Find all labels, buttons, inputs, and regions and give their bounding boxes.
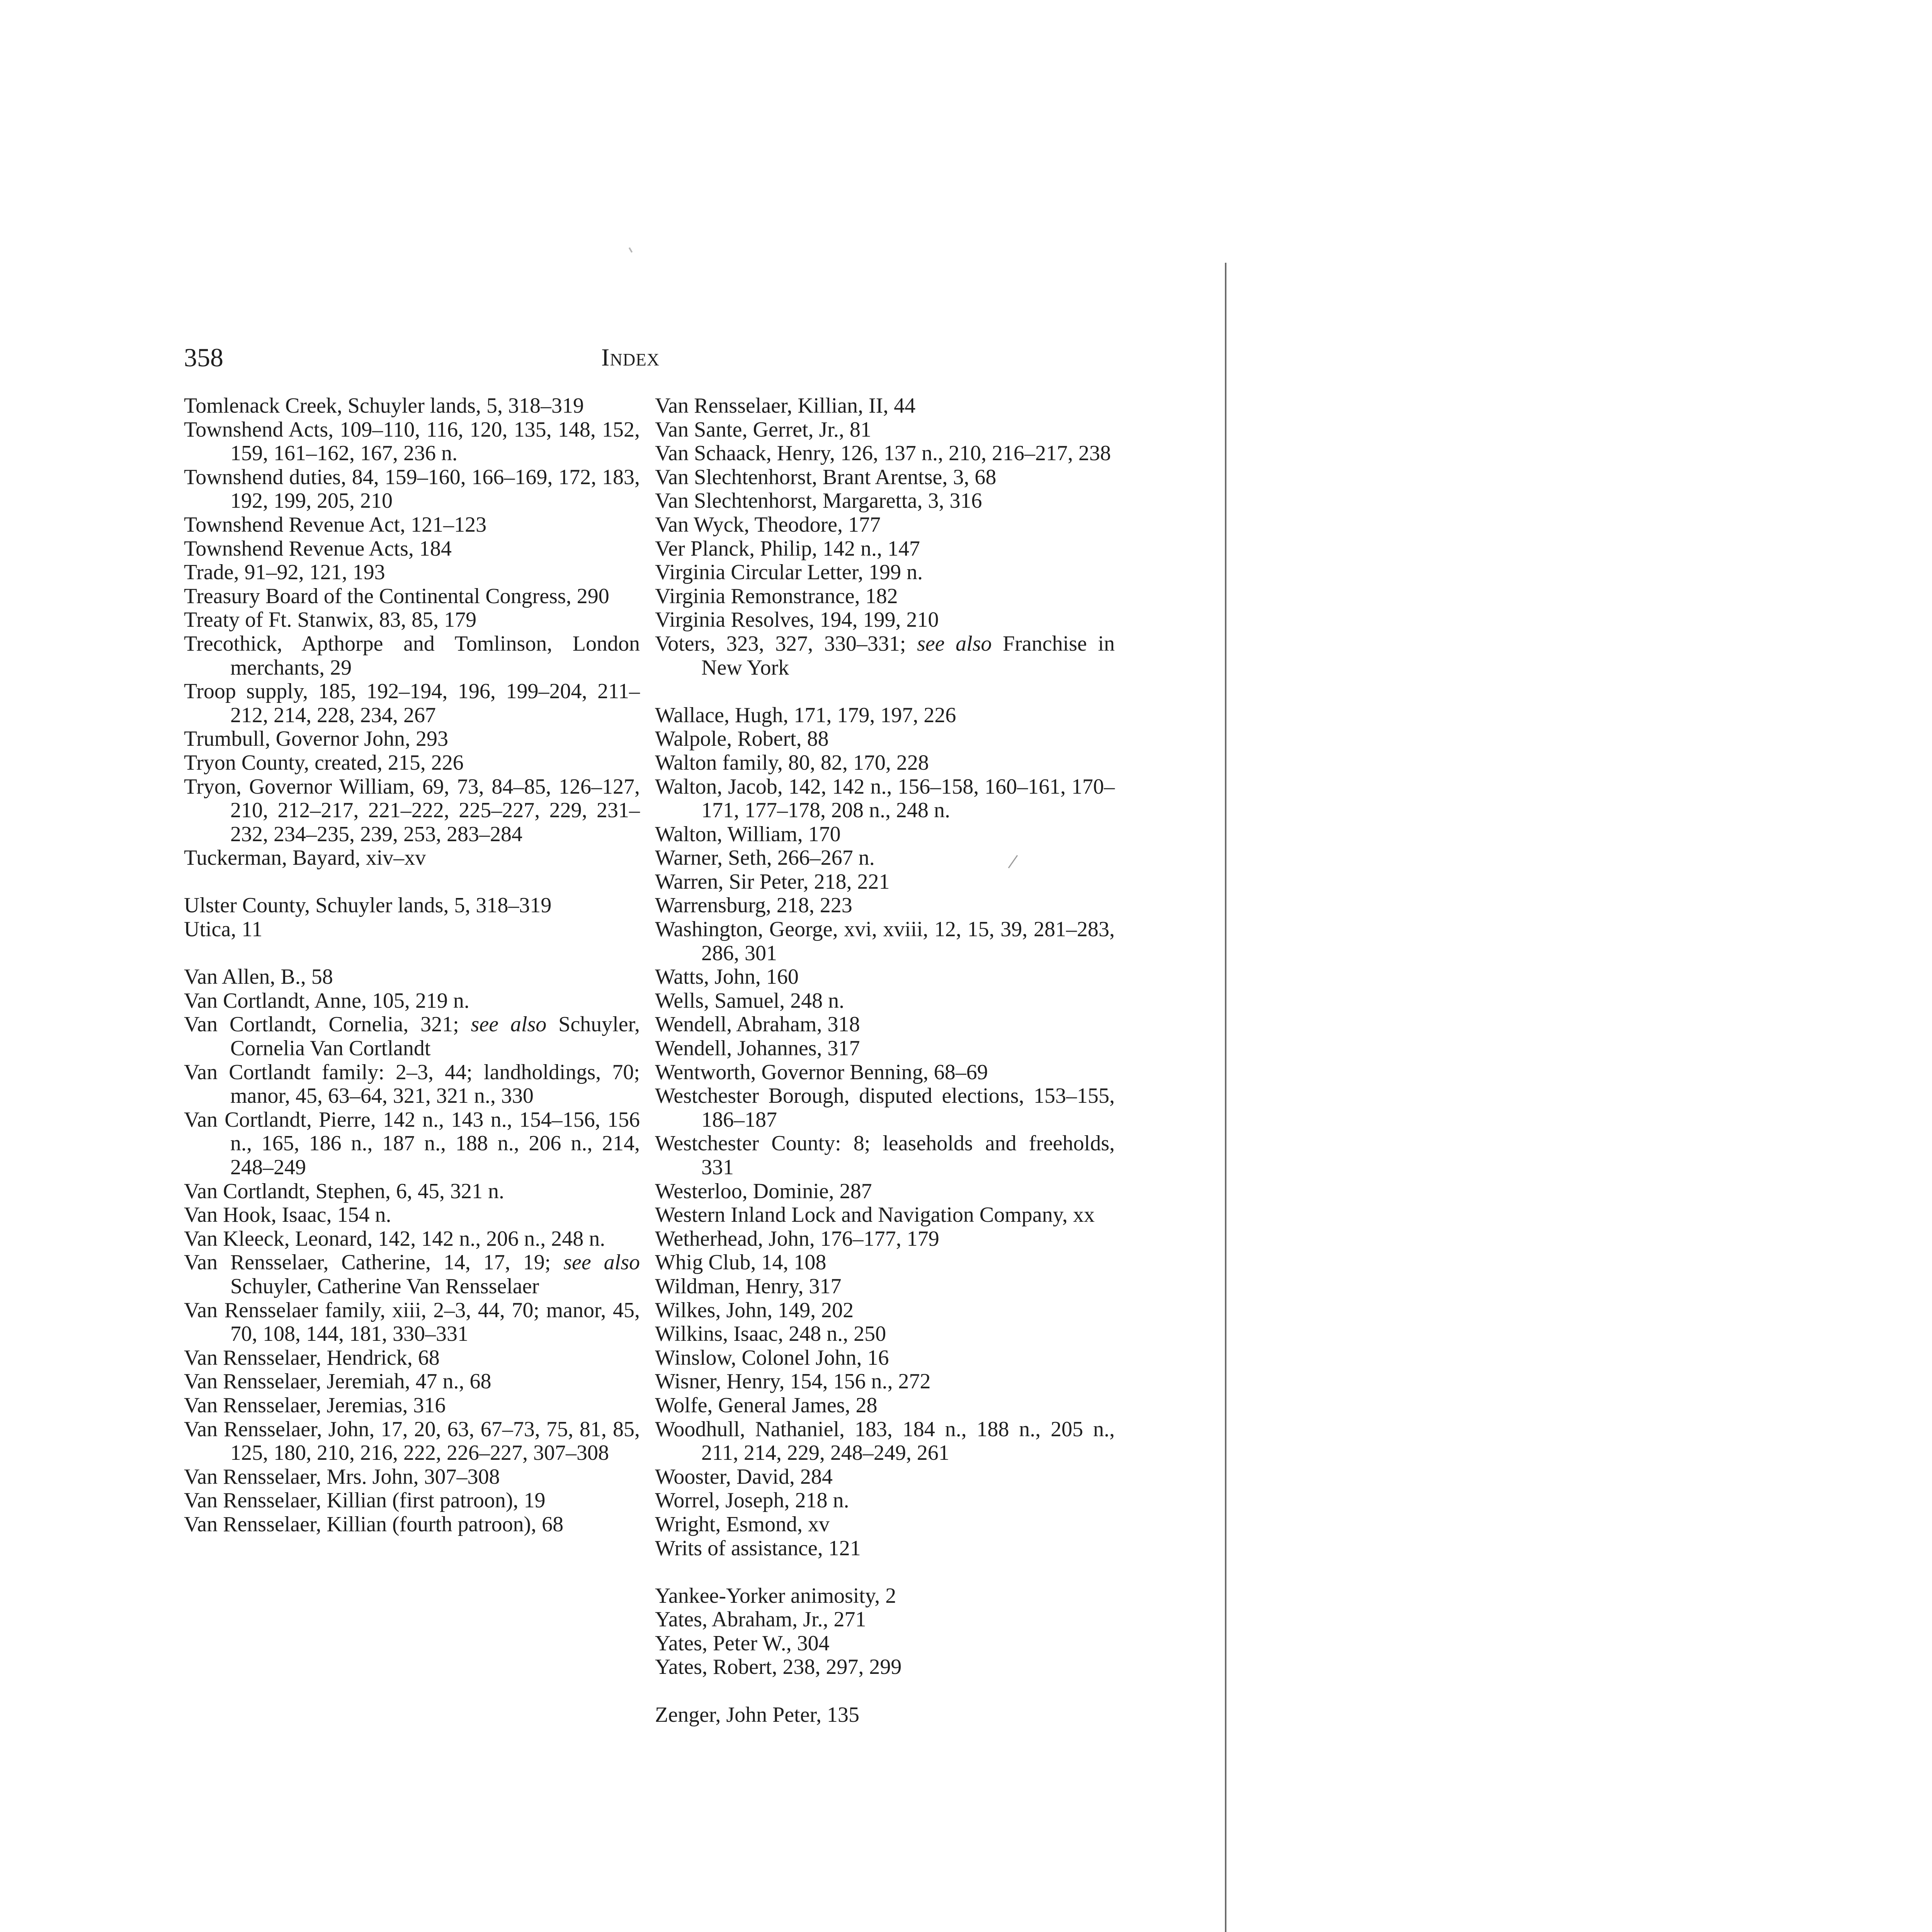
running-head: Index <box>601 344 660 371</box>
index-entry: Washington, George, xvi, xviii, 12, 15, 39, 281–283, 286, 301 <box>655 917 1115 965</box>
index-entry: Van Sante, Gerret, Jr., 81 <box>655 417 871 442</box>
index-entry: Virginia Resolves, 194, 199, 210 <box>655 608 939 632</box>
index-entry: Yates, Abraham, Jr., 271 <box>655 1607 866 1632</box>
index-entry: Wells, Samuel, 248 n. <box>655 988 845 1013</box>
index-entry: Westerloo, Dominie, 287 <box>655 1179 872 1203</box>
book-gutter-line <box>1225 263 1226 1932</box>
index-entry: Watts, John, 160 <box>655 965 799 989</box>
index-entry: Utica, 11 <box>184 917 263 942</box>
index-entry: Van Cortlandt, Pierre, 142 n., 143 n., 154–156, 156 n., 165, 186 n., 187 n., 188 n., 206 n., 214, 248–249 <box>184 1107 640 1179</box>
index-entry: Wilkes, John, 149, 202 <box>655 1298 854 1322</box>
letter-group-gap <box>655 1560 1115 1584</box>
index-entry: Van Cortlandt family: 2–3, 44; landholdings, 70; manor, 45, 63–64, 321, 321 n., 330 <box>184 1060 640 1108</box>
index-entry: Woodhull, Nathaniel, 183, 184 n., 188 n., 205 n., 211, 214, 229, 248–249, 261 <box>655 1417 1115 1465</box>
index-entry: Van Rensselaer, Jeremias, 316 <box>184 1393 446 1417</box>
index-entry: Wildman, Henry, 317 <box>655 1274 842 1298</box>
index-entry: Van Schaack, Henry, 126, 137 n., 210, 216–217, 238 <box>655 441 1111 466</box>
index-entry: Trade, 91–92, 121, 193 <box>184 560 385 585</box>
scan-speck <box>629 247 633 253</box>
index-entry: Wisner, Henry, 154, 156 n., 272 <box>655 1369 931 1394</box>
index-entry: Ver Planck, Philip, 142 n., 147 <box>655 536 920 561</box>
index-entry: Wright, Esmond, xv <box>655 1512 830 1536</box>
index-entry: Yates, Robert, 238, 297, 299 <box>655 1655 902 1679</box>
letter-group-gap <box>655 680 1115 704</box>
index-entry: Wallace, Hugh, 171, 179, 197, 226 <box>655 703 956 727</box>
index-entry: Wentworth, Governor Benning, 68–69 <box>655 1060 988 1084</box>
index-entry: Tryon, Governor William, 69, 73, 84–85, 126–127, 210, 212–217, 221–222, 225–227, 229, 231–232, 234–235, 239, 253, 283–284 <box>184 774 640 846</box>
index-entry: Van Hook, Isaac, 154 n. <box>184 1203 391 1227</box>
index-entry: Wendell, Abraham, 318 <box>655 1012 860 1037</box>
index-entry: Troop supply, 185, 192–194, 196, 199–204, 211–212, 214, 228, 234, 267 <box>184 679 640 727</box>
index-entry: Westchester Borough, disputed elections, 153–155, 186–187 <box>655 1084 1115 1132</box>
index-entry: Wolfe, General James, 28 <box>655 1393 878 1417</box>
index-entry: Wendell, Johannes, 317 <box>655 1036 860 1061</box>
index-entry: Wilkins, Isaac, 248 n., 250 <box>655 1322 886 1346</box>
index-entry: Tomlenack Creek, Schuyler lands, 5, 318–319 <box>184 394 584 418</box>
index-entry: Wetherhead, John, 176–177, 179 <box>655 1226 939 1251</box>
index-entry: Van Wyck, Theodore, 177 <box>655 512 881 537</box>
index-column-left <box>184 394 640 1537</box>
index-entry: Wooster, David, 284 <box>655 1464 833 1489</box>
index-entry: Trumbull, Governor John, 293 <box>184 727 448 751</box>
letter-group-gap <box>655 1679 1115 1703</box>
page-number: 358 <box>184 343 223 372</box>
index-entry: Western Inland Lock and Navigation Company, xx <box>655 1203 1095 1227</box>
letter-group-gap <box>184 870 640 894</box>
index-entry: Van Rensselaer, Catherine, 14, 17, 19; see also Schuyler, Catherine Van Rensselaer <box>184 1250 640 1298</box>
index-entry: Whig Club, 14, 108 <box>655 1250 827 1275</box>
index-entry: Townshend duties, 84, 159–160, 166–169, 172, 183, 192, 199, 205, 210 <box>184 465 640 513</box>
index-entry: Van Rensselaer, John, 17, 20, 63, 67–73, 75, 81, 85, 125, 180, 210, 216, 222, 226–227, 307–308 <box>184 1417 640 1465</box>
index-entry: Van Slechtenhorst, Brant Arentse, 3, 68 <box>655 465 997 489</box>
index-entry: Yates, Peter W., 304 <box>655 1631 830 1655</box>
index-entry: Van Kleeck, Leonard, 142, 142 n., 206 n., 248 n. <box>184 1226 605 1251</box>
index-entry: Townshend Revenue Acts, 184 <box>184 536 452 561</box>
letter-group-gap <box>184 942 640 966</box>
index-entry: Van Allen, B., 58 <box>184 965 333 989</box>
index-entry: Walton family, 80, 82, 170, 228 <box>655 750 929 775</box>
index-entry: Warren, Sir Peter, 218, 221 <box>655 869 890 894</box>
index-entry: Van Rensselaer, Killian, II, 44 <box>655 394 916 418</box>
index-entry: Van Slechtenhorst, Margaretta, 3, 316 <box>655 489 982 513</box>
index-entry: Walton, William, 170 <box>655 822 841 846</box>
index-entry: Yankee-Yorker animosity, 2 <box>655 1583 896 1608</box>
index-entry: Van Cortlandt, Stephen, 6, 45, 321 n. <box>184 1179 505 1203</box>
index-entry: Writs of assistance, 121 <box>655 1536 861 1560</box>
index-entry: Van Rensselaer, Killian (fourth patroon), 68 <box>184 1512 564 1536</box>
index-entry: Van Rensselaer family, xiii, 2–3, 44, 70; manor, 45, 70, 108, 144, 181, 330–331 <box>184 1298 640 1346</box>
index-entry: Virginia Circular Letter, 199 n. <box>655 560 923 585</box>
index-entry: Townshend Revenue Act, 121–123 <box>184 512 487 537</box>
page-header <box>184 340 682 390</box>
index-entry: Van Rensselaer, Jeremiah, 47 n., 68 <box>184 1369 492 1394</box>
index-entry: Ulster County, Schuyler lands, 5, 318–319 <box>184 893 552 918</box>
index-entry: Trecothick, Apthorpe and Tomlinson, London merchants, 29 <box>184 631 640 680</box>
index-entry: Worrel, Joseph, 218 n. <box>655 1488 849 1513</box>
index-entry: Warner, Seth, 266–267 n. <box>655 846 875 870</box>
index-entry: Walton, Jacob, 142, 142 n., 156–158, 160–161, 170–171, 177–178, 208 n., 248 n. <box>655 774 1115 823</box>
index-column-right <box>655 394 1115 1727</box>
index-entry: Walpole, Robert, 88 <box>655 727 829 751</box>
index-entry: Virginia Remonstrance, 182 <box>655 584 898 608</box>
index-entry: Van Rensselaer, Hendrick, 68 <box>184 1345 440 1370</box>
index-entry: Treasury Board of the Continental Congress, 290 <box>184 584 609 608</box>
index-entry: Winslow, Colonel John, 16 <box>655 1345 889 1370</box>
index-entry: Van Cortlandt, Anne, 105, 219 n. <box>184 988 469 1013</box>
index-entry: Warrensburg, 218, 223 <box>655 893 852 918</box>
index-entry: Tuckerman, Bayard, xiv–xv <box>184 846 426 870</box>
index-entry: Treaty of Ft. Stanwix, 83, 85, 179 <box>184 608 477 632</box>
index-entry: Townshend Acts, 109–110, 116, 120, 135, 148, 152, 159, 161–162, 167, 236 n. <box>184 417 640 466</box>
index-entry: Tryon County, created, 215, 226 <box>184 750 464 775</box>
index-entry: Van Rensselaer, Mrs. John, 307–308 <box>184 1464 500 1489</box>
index-entry: Van Rensselaer, Killian (first patroon), 19 <box>184 1488 546 1513</box>
index-entry: Van Cortlandt, Cornelia, 321; see also Schuyler, Cornelia Van Cortlandt <box>184 1012 640 1061</box>
index-entry: Westchester County: 8; leaseholds and freeholds, 331 <box>655 1131 1115 1179</box>
index-entry: Voters, 323, 327, 330–331; see also Franchise in New York <box>655 631 1115 680</box>
index-entry: Zenger, John Peter, 135 <box>655 1702 859 1727</box>
